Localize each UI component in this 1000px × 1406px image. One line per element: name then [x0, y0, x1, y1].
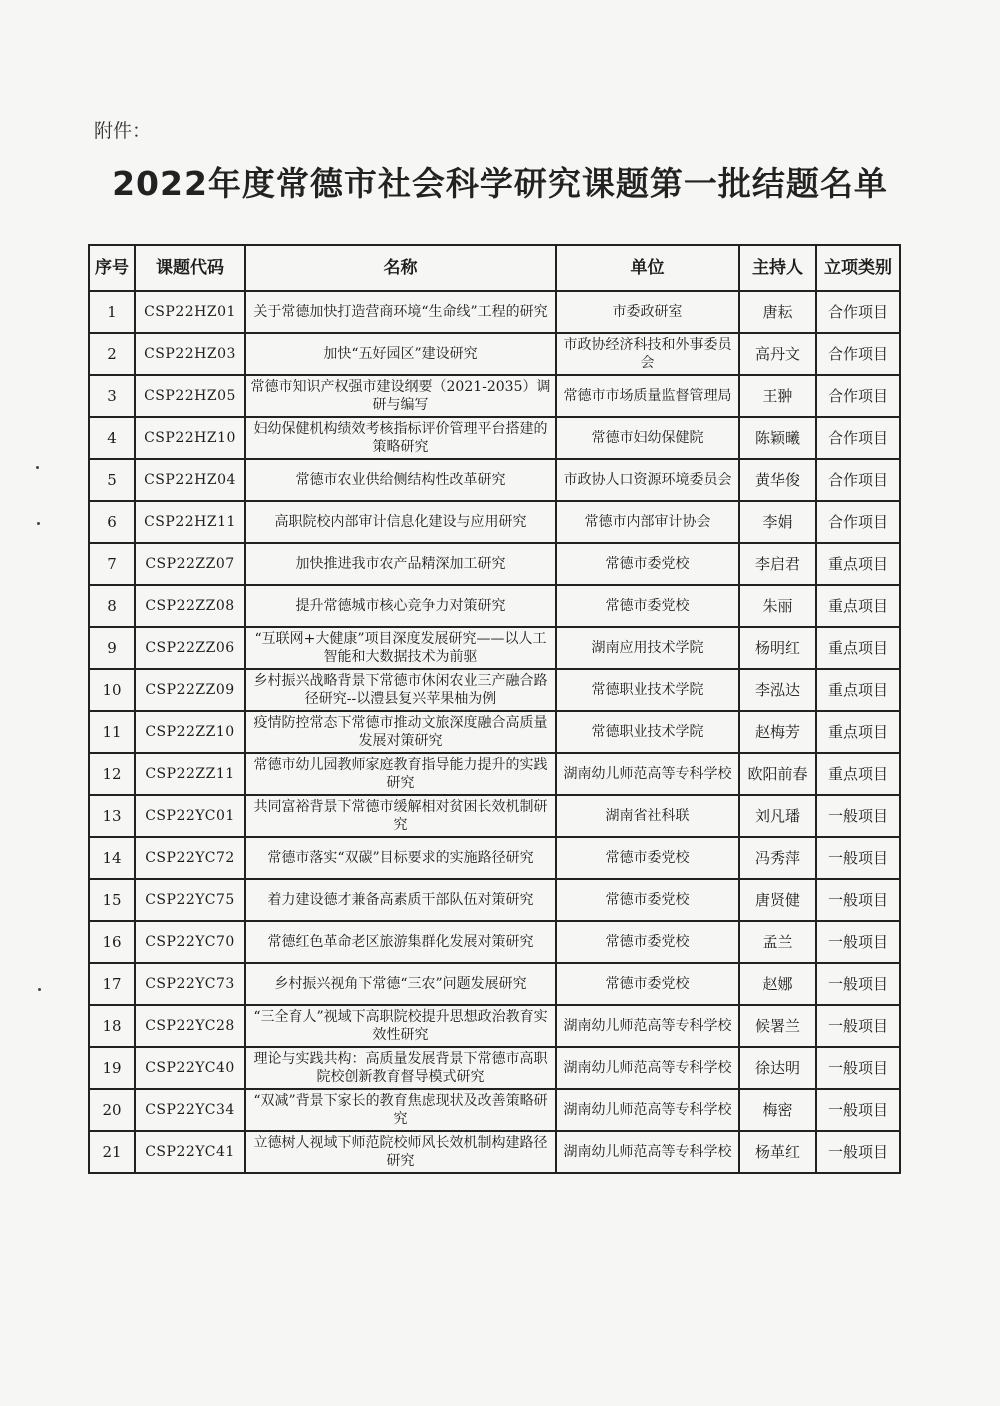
table-header-row — [89, 245, 900, 291]
project-code: CSP22HZ04 — [135, 459, 245, 501]
project-name: 常德红色革命老区旅游集群化发展对策研究 — [245, 921, 556, 963]
project-code: CSP22ZZ07 — [135, 543, 245, 585]
project-unit: 常德市内部审计协会 — [556, 501, 739, 543]
project-category: 合作项目 — [816, 417, 900, 459]
project-name: 共同富裕背景下常德市缓解相对贫困长效机制研究 — [245, 795, 556, 837]
project-unit: 湖南幼儿师范高等专科学校 — [556, 1089, 739, 1131]
table-row — [89, 627, 900, 669]
row-number: 19 — [89, 1047, 135, 1089]
row-number: 6 — [89, 501, 135, 543]
project-host: 冯秀萍 — [739, 837, 816, 879]
project-name: 提升常德城市核心竞争力对策研究 — [245, 585, 556, 627]
row-number: 17 — [89, 963, 135, 1005]
table-row — [89, 795, 900, 837]
column-header-name: 名称 — [245, 245, 556, 291]
project-unit: 常德市委党校 — [556, 585, 739, 627]
scan-speck — [36, 466, 39, 469]
project-category: 合作项目 — [816, 459, 900, 501]
project-code: CSP22ZZ08 — [135, 585, 245, 627]
table-row — [89, 1131, 900, 1173]
row-number: 20 — [89, 1089, 135, 1131]
row-number: 11 — [89, 711, 135, 753]
project-host: 黄华俊 — [739, 459, 816, 501]
table-body — [89, 291, 900, 1173]
page-title: 2022年度常德市社会科学研究课题第一批结题名单 — [112, 164, 888, 203]
table-row — [89, 837, 900, 879]
project-host: 李娟 — [739, 501, 816, 543]
project-name: 妇幼保健机构绩效考核指标评价管理平台搭建的策略研究 — [245, 417, 556, 459]
project-code: CSP22YC34 — [135, 1089, 245, 1131]
project-category: 一般项目 — [816, 837, 900, 879]
table-row — [89, 417, 900, 459]
project-category: 合作项目 — [816, 291, 900, 333]
column-header-category: 立项类别 — [816, 245, 900, 291]
table-row — [89, 459, 900, 501]
project-host: 欧阳前春 — [739, 753, 816, 795]
project-category: 合作项目 — [816, 501, 900, 543]
row-number: 18 — [89, 1005, 135, 1047]
project-category: 重点项目 — [816, 585, 900, 627]
column-header-code: 课题代码 — [135, 245, 245, 291]
row-number: 16 — [89, 921, 135, 963]
project-category: 重点项目 — [816, 711, 900, 753]
project-category: 一般项目 — [816, 879, 900, 921]
project-unit: 湖南幼儿师范高等专科学校 — [556, 753, 739, 795]
project-host: 唐耘 — [739, 291, 816, 333]
project-unit: 市委政研室 — [556, 291, 739, 333]
project-host: 朱丽 — [739, 585, 816, 627]
project-host: 赵梅芳 — [739, 711, 816, 753]
project-unit: 常德市委党校 — [556, 921, 739, 963]
project-category: 重点项目 — [816, 669, 900, 711]
project-code: CSP22HZ10 — [135, 417, 245, 459]
project-category: 重点项目 — [816, 753, 900, 795]
row-number: 5 — [89, 459, 135, 501]
project-code: CSP22YC40 — [135, 1047, 245, 1089]
project-name: 常德市落实“双碳”目标要求的实施路径研究 — [245, 837, 556, 879]
table-row — [89, 921, 900, 963]
row-number: 4 — [89, 417, 135, 459]
project-name: 疫情防控常态下常德市推动文旅深度融合高质量发展对策研究 — [245, 711, 556, 753]
project-category: 重点项目 — [816, 543, 900, 585]
project-unit: 常德市委党校 — [556, 963, 739, 1005]
row-number: 7 — [89, 543, 135, 585]
project-table — [88, 244, 901, 1174]
project-unit: 市政协经济科技和外事委员会 — [556, 333, 739, 375]
project-host: 陈颖曦 — [739, 417, 816, 459]
project-code: CSP22HZ01 — [135, 291, 245, 333]
project-category: 一般项目 — [816, 1131, 900, 1173]
project-code: CSP22HZ03 — [135, 333, 245, 375]
project-code: CSP22YC73 — [135, 963, 245, 1005]
project-host: 杨革红 — [739, 1131, 816, 1173]
project-host: 候署兰 — [739, 1005, 816, 1047]
project-host: 赵娜 — [739, 963, 816, 1005]
table-row — [89, 333, 900, 375]
project-unit: 湖南幼儿师范高等专科学校 — [556, 1005, 739, 1047]
project-category: 重点项目 — [816, 627, 900, 669]
scan-speck — [37, 522, 40, 525]
project-code: CSP22HZ05 — [135, 375, 245, 417]
project-code: CSP22YC70 — [135, 921, 245, 963]
project-category: 合作项目 — [816, 333, 900, 375]
project-host: 王翀 — [739, 375, 816, 417]
project-name: 立德树人视域下师范院校师风长效机制构建路径研究 — [245, 1131, 556, 1173]
project-unit: 常德市委党校 — [556, 879, 739, 921]
table-row — [89, 963, 900, 1005]
column-header-unit: 单位 — [556, 245, 739, 291]
project-host: 杨明红 — [739, 627, 816, 669]
project-name: “三全育人”视域下高职院校提升思想政治教育实效性研究 — [245, 1005, 556, 1047]
row-number: 9 — [89, 627, 135, 669]
project-code: CSP22YC01 — [135, 795, 245, 837]
project-category: 合作项目 — [816, 375, 900, 417]
table-row — [89, 879, 900, 921]
project-name: 着力建设德才兼备高素质干部队伍对策研究 — [245, 879, 556, 921]
table-row — [89, 1089, 900, 1131]
project-unit: 常德市妇幼保健院 — [556, 417, 739, 459]
project-code: CSP22ZZ10 — [135, 711, 245, 753]
project-name: 常德市幼儿园教师家庭教育指导能力提升的实践研究 — [245, 753, 556, 795]
project-unit: 常德职业技术学院 — [556, 669, 739, 711]
row-number: 13 — [89, 795, 135, 837]
row-number: 3 — [89, 375, 135, 417]
project-unit: 常德市委党校 — [556, 837, 739, 879]
project-host: 李启君 — [739, 543, 816, 585]
table-row — [89, 375, 900, 417]
project-code: CSP22ZZ11 — [135, 753, 245, 795]
project-unit: 常德市市场质量监督管理局 — [556, 375, 739, 417]
project-code: CSP22YC72 — [135, 837, 245, 879]
project-unit: 湖南幼儿师范高等专科学校 — [556, 1047, 739, 1089]
row-number: 15 — [89, 879, 135, 921]
project-name: 加快“五好园区”建设研究 — [245, 333, 556, 375]
column-header-host: 主持人 — [739, 245, 816, 291]
table-row — [89, 711, 900, 753]
column-header-no: 序号 — [89, 245, 135, 291]
project-host: 刘凡璠 — [739, 795, 816, 837]
project-name: 加快推进我市农产品精深加工研究 — [245, 543, 556, 585]
project-host: 孟兰 — [739, 921, 816, 963]
project-host: 唐贤健 — [739, 879, 816, 921]
project-unit: 常德职业技术学院 — [556, 711, 739, 753]
project-name: 理论与实践共构：高质量发展背景下常德市高职院校创新教育督导模式研究 — [245, 1047, 556, 1089]
table-row — [89, 753, 900, 795]
project-code: CSP22ZZ09 — [135, 669, 245, 711]
table-row — [89, 543, 900, 585]
table-row — [89, 501, 900, 543]
table-row — [89, 1047, 900, 1089]
row-number: 21 — [89, 1131, 135, 1173]
row-number: 2 — [89, 333, 135, 375]
project-name: “双减”背景下家长的教育焦虑现状及改善策略研究 — [245, 1089, 556, 1131]
table-row — [89, 669, 900, 711]
project-name: 乡村振兴视角下常德“三农”问题发展研究 — [245, 963, 556, 1005]
row-number: 14 — [89, 837, 135, 879]
project-category: 一般项目 — [816, 1047, 900, 1089]
project-unit: 常德市委党校 — [556, 543, 739, 585]
project-host: 李泓达 — [739, 669, 816, 711]
project-code: CSP22HZ11 — [135, 501, 245, 543]
project-category: 一般项目 — [816, 963, 900, 1005]
row-number: 8 — [89, 585, 135, 627]
project-name: “互联网+大健康”项目深度发展研究——以人工智能和大数据技术为前驱 — [245, 627, 556, 669]
table-row — [89, 291, 900, 333]
project-category: 一般项目 — [816, 1005, 900, 1047]
table-row — [89, 585, 900, 627]
scan-speck — [38, 988, 41, 991]
project-category: 一般项目 — [816, 1089, 900, 1131]
project-name: 乡村振兴战略背景下常德市休闲农业三产融合路径研究--以澧县复兴苹果柚为例 — [245, 669, 556, 711]
project-code: CSP22YC28 — [135, 1005, 245, 1047]
project-host: 高丹文 — [739, 333, 816, 375]
project-unit: 湖南幼儿师范高等专科学校 — [556, 1131, 739, 1173]
project-unit: 市政协人口资源环境委员会 — [556, 459, 739, 501]
project-host: 梅密 — [739, 1089, 816, 1131]
project-name: 关于常德加快打造营商环境“生命线”工程的研究 — [245, 291, 556, 333]
row-number: 1 — [89, 291, 135, 333]
attachment-label: 附件： — [94, 120, 152, 142]
row-number: 10 — [89, 669, 135, 711]
project-name: 常德市农业供给侧结构性改革研究 — [245, 459, 556, 501]
project-code: CSP22YC75 — [135, 879, 245, 921]
row-number: 12 — [89, 753, 135, 795]
project-code: CSP22YC41 — [135, 1131, 245, 1173]
project-name: 高职院校内部审计信息化建设与应用研究 — [245, 501, 556, 543]
project-category: 一般项目 — [816, 795, 900, 837]
project-host: 徐达明 — [739, 1047, 816, 1089]
project-unit: 湖南应用技术学院 — [556, 627, 739, 669]
project-category: 一般项目 — [816, 921, 900, 963]
table-row — [89, 1005, 900, 1047]
project-code: CSP22ZZ06 — [135, 627, 245, 669]
project-name: 常德市知识产权强市建设纲要（2021-2035）调研与编写 — [245, 375, 556, 417]
project-unit: 湖南省社科联 — [556, 795, 739, 837]
